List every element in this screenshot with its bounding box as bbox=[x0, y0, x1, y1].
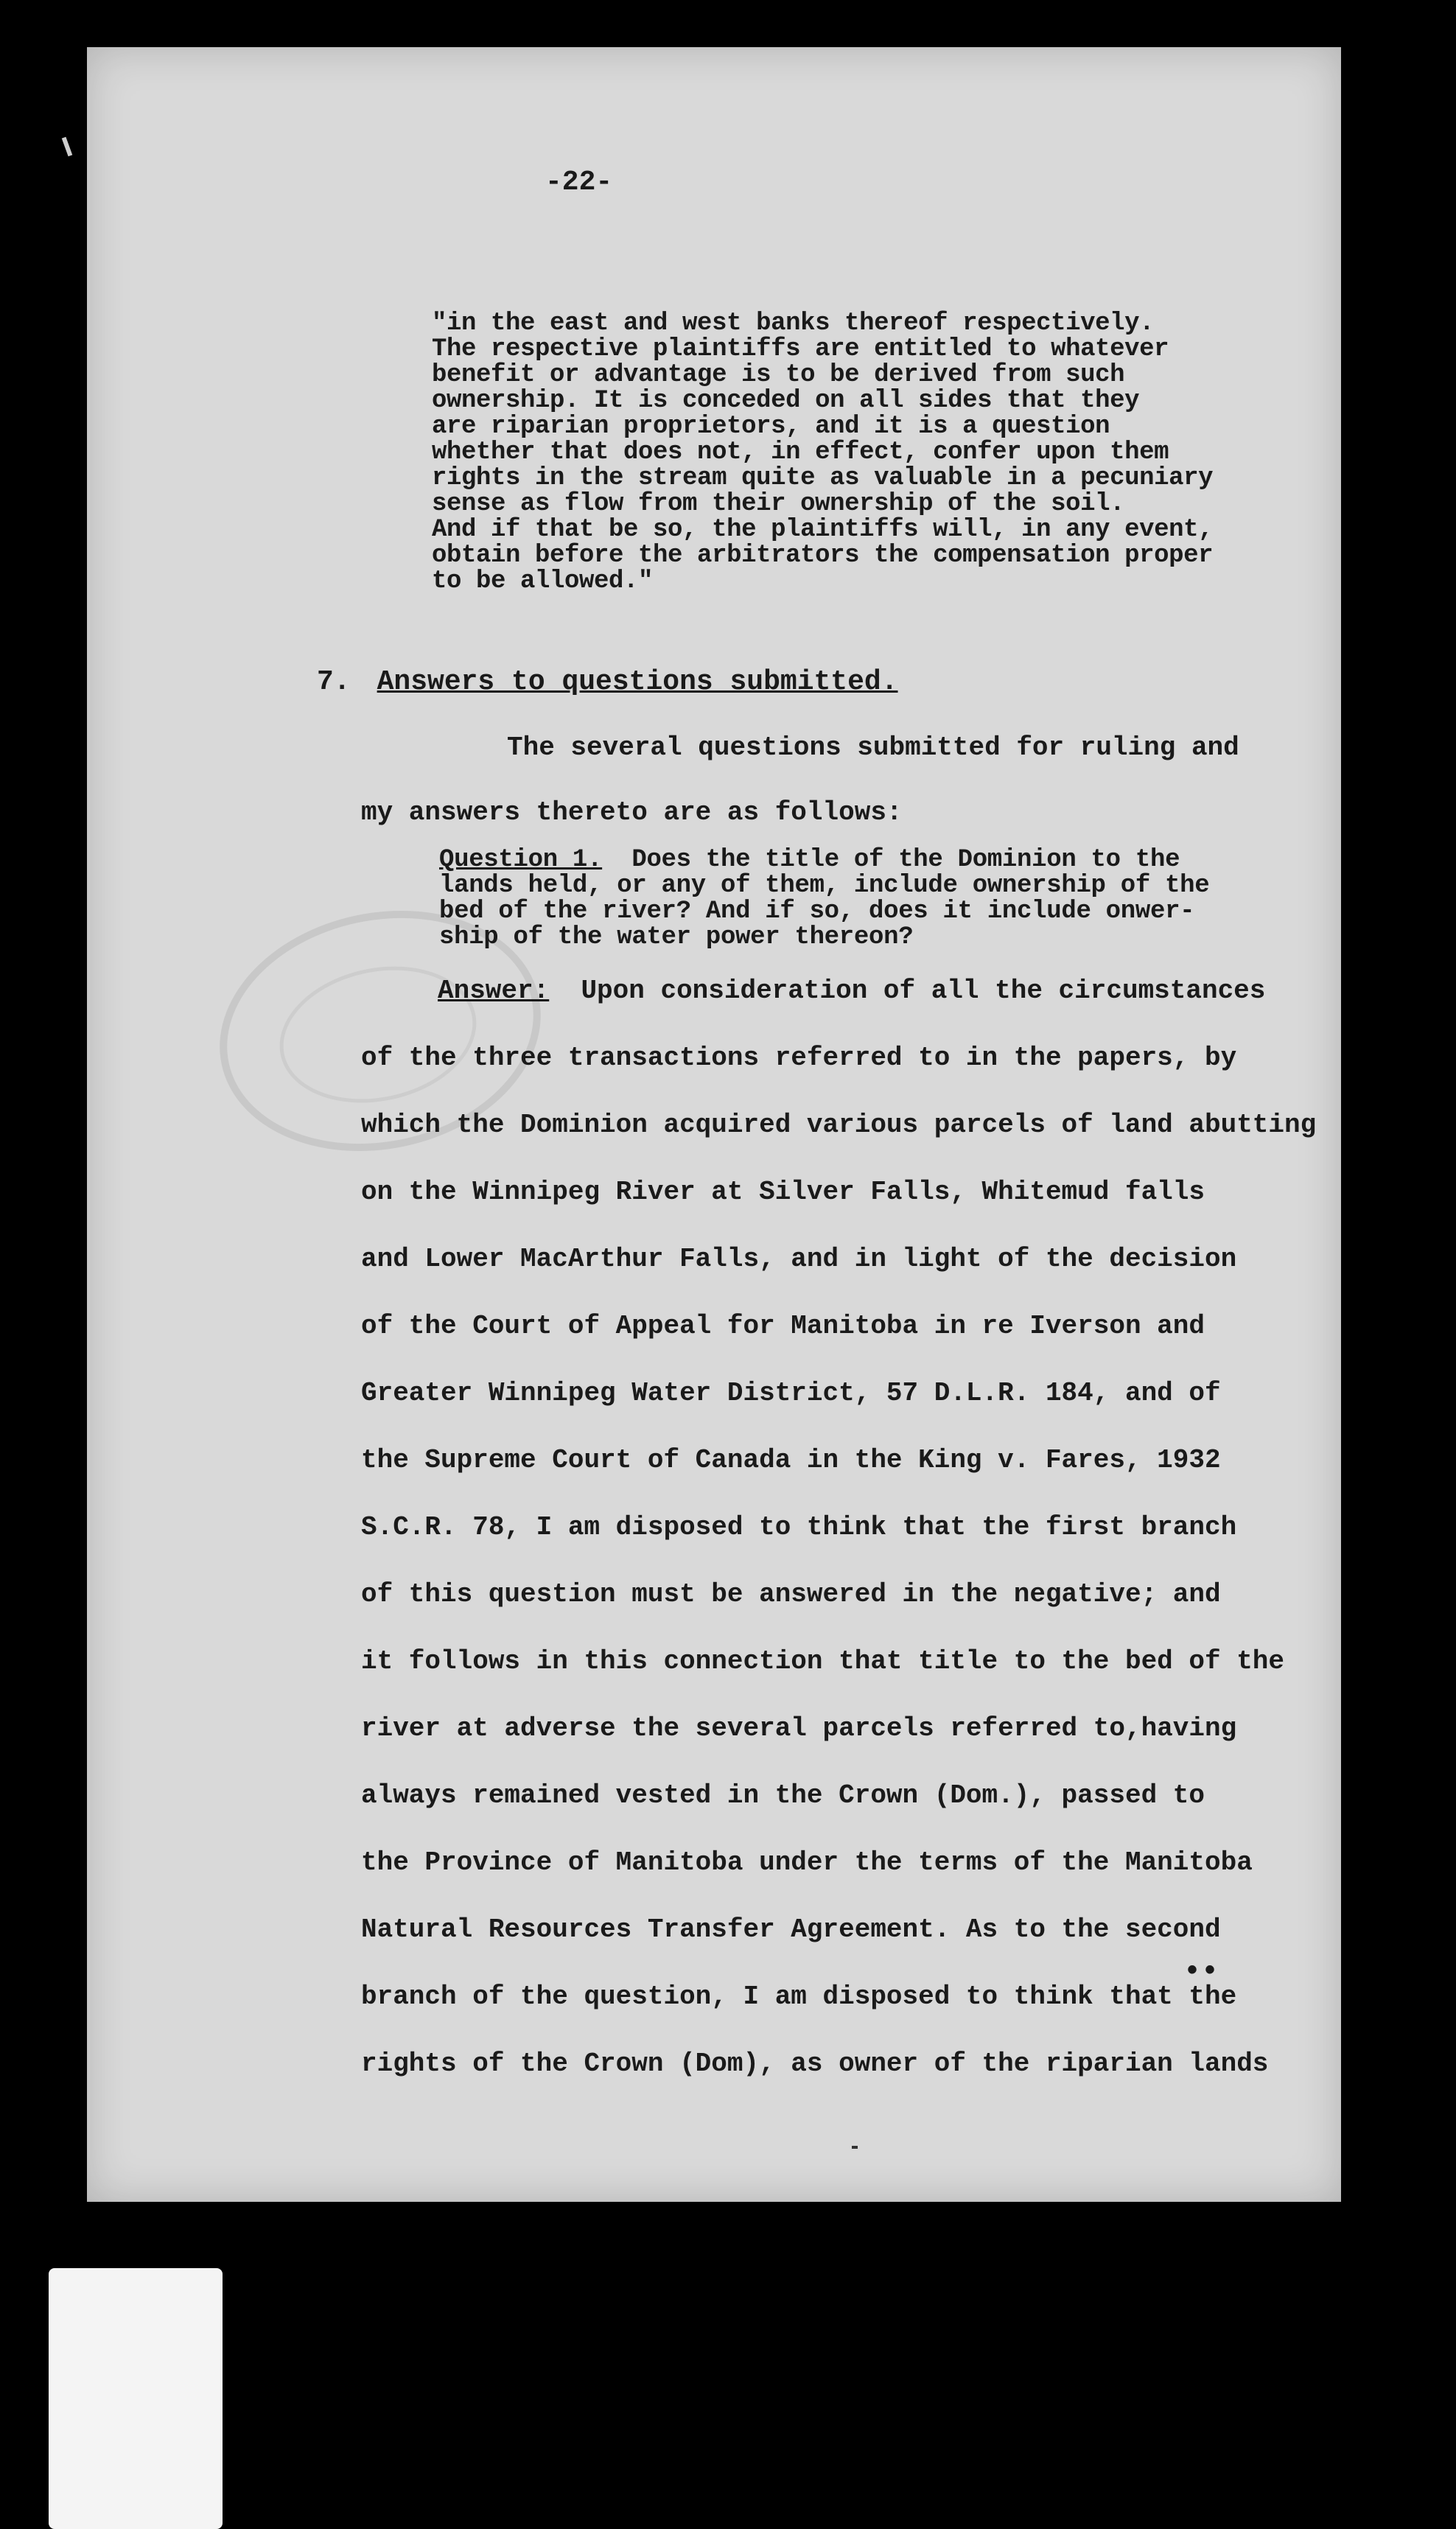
answer-label: Answer: bbox=[438, 976, 550, 1006]
question-line: ship of the water power thereon? bbox=[439, 923, 914, 951]
question-line: lands held, or any of them, include ownership of the bbox=[439, 872, 1210, 900]
margin-mark bbox=[62, 137, 73, 156]
quote-line: are riparian proprietors, and it is a question bbox=[432, 413, 1110, 441]
answer-line: on the Winnipeg River at Silver Falls, Whitemud falls bbox=[361, 1177, 1205, 1207]
quote-line: "in the east and west banks thereof respectively. bbox=[432, 309, 1155, 337]
page-number: -22- bbox=[545, 167, 613, 198]
answer-line: Natural Resources Transfer Agreement. As to the second bbox=[361, 1914, 1221, 1945]
section-title: Answers to questions submitted. bbox=[377, 666, 898, 698]
answer-line: it follows in this connection that title to the bed of the bbox=[361, 1646, 1285, 1676]
quote-line: whether that does not, in effect, confer upon them bbox=[432, 438, 1169, 466]
answer-first-line bbox=[438, 957, 1316, 1024]
question-line: bed of the river? And if so, does it include onwer- bbox=[439, 898, 1195, 926]
film-label-slip bbox=[49, 2268, 223, 2529]
answer-text: Upon consideration of all the circumstances bbox=[549, 976, 1266, 1006]
answer-line: which the Dominion acquired various parcels of land abutting bbox=[361, 1110, 1317, 1140]
answer-line: always remained vested in the Crown (Dom.), passed to bbox=[361, 1780, 1205, 1811]
quoted-passage bbox=[432, 311, 1213, 595]
quote-line: obtain before the arbitrators the compensation proper bbox=[432, 542, 1214, 570]
answer-line: and Lower MacArthur Falls, and in light of the decision bbox=[361, 1244, 1237, 1274]
question-block bbox=[439, 847, 1209, 951]
answer-line: branch of the question, I am disposed to think that the bbox=[361, 1981, 1237, 2012]
answer-line: of the Court of Appeal for Manitoba in re Iverson and bbox=[361, 1311, 1205, 1341]
question-label: Question 1. bbox=[439, 846, 603, 874]
answer-line: of this question must be answered in the negative; and bbox=[361, 1579, 1221, 1609]
answer-line: the Province of Manitoba under the terms of the Manitoba bbox=[361, 1847, 1253, 1878]
answer-line: Greater Winnipeg Water District, 57 D.L.R. 184, and of bbox=[361, 1378, 1221, 1408]
question-text: Does the title of the Dominion to the bbox=[602, 846, 1180, 874]
section-heading bbox=[317, 666, 898, 698]
document-page bbox=[87, 47, 1341, 2202]
continuation-mark: •• bbox=[1183, 1956, 1219, 1989]
quote-line: ownership. It is conceded on all sides that they bbox=[432, 387, 1140, 415]
ink-speck bbox=[852, 2146, 858, 2149]
quote-line: The respective plaintiffs are entitled to whatever bbox=[432, 335, 1169, 363]
quote-line: benefit or advantage is to be derived from such bbox=[432, 361, 1125, 389]
answer-block bbox=[361, 957, 1317, 2097]
quote-line: rights in the stream quite as valuable in a pecuniary bbox=[432, 464, 1214, 492]
answer-line: the Supreme Court of Canada in the King v. Fares, 1932 bbox=[361, 1445, 1221, 1475]
intro-line: The several questions submitted for ruling and bbox=[507, 732, 1239, 763]
intro-line: my answers thereto are as follows: bbox=[361, 797, 903, 828]
answer-line: river at adverse the several parcels referred to,having bbox=[361, 1713, 1237, 1743]
answer-line: of the three transactions referred to in the papers, by bbox=[361, 1043, 1237, 1073]
section-number: 7. bbox=[317, 666, 351, 698]
answer-line: S.C.R. 78, I am disposed to think that the first branch bbox=[361, 1512, 1237, 1542]
quote-line: And if that be so, the plaintiffs will, in any event, bbox=[432, 516, 1214, 544]
quote-line: to be allowed." bbox=[432, 567, 654, 595]
question-first-line bbox=[439, 847, 1209, 873]
quote-line: sense as flow from their ownership of the soil. bbox=[432, 490, 1125, 518]
answer-line: rights of the Crown (Dom), as owner of the riparian lands bbox=[361, 2049, 1269, 2079]
